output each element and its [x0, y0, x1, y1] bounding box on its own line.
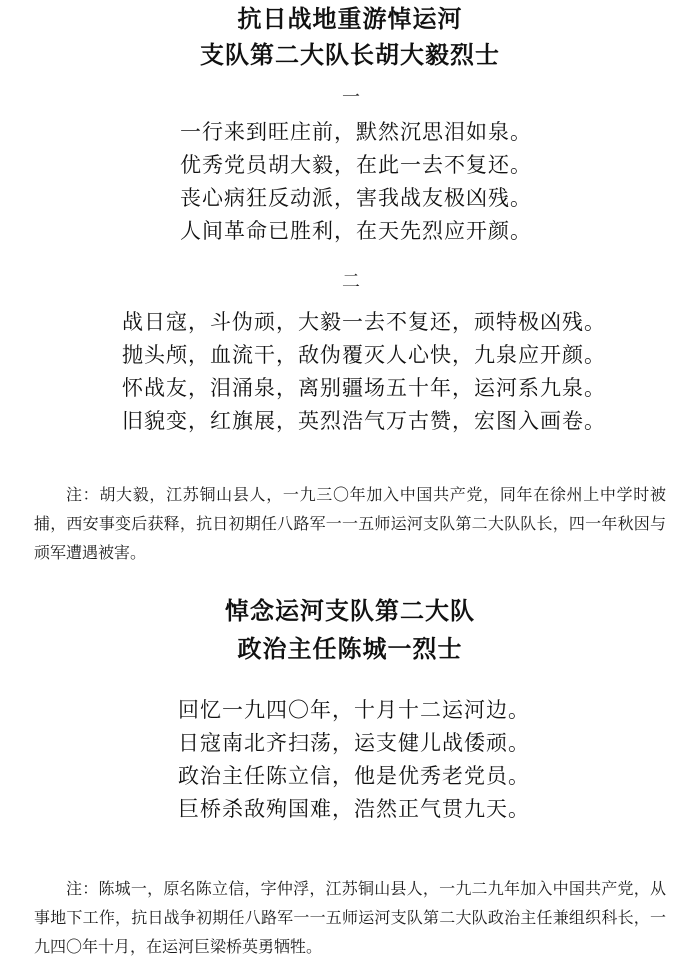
poem1-part1-line: 一行来到旺庄前，默然沉思泪如泉。: [180, 120, 532, 144]
poem1-part1: [180, 116, 532, 248]
poem1-part1-line: 优秀党员胡大毅，在此一去不复还。: [180, 153, 532, 177]
poem2-line: 回忆一九四〇年，十月十二运河边。: [178, 698, 530, 722]
poem1-part2: [122, 306, 606, 438]
poem1-note: 注：胡大毅，江苏铜山县人，一九三〇年加入中国共产党，同年在徐州上中学时被捕，西安事变后获释，抗日初期任八路军一一五师运河支队第二大队队长，四一年秋因与顽军遭遇被害。: [34, 485, 666, 562]
poem2-line: 巨桥杀敌殉国难，浩然正气贯九天。: [178, 797, 530, 821]
poem1-part1-line: 人间革命已胜利，在天先烈应开颜。: [180, 219, 532, 243]
poem1-part2-line: 怀战友，泪涌泉，离别疆场五十年，运河系九泉。: [122, 376, 606, 400]
poem2-line: 日寇南北齐扫荡，运支健儿战倭顽。: [178, 731, 530, 755]
poem1-part2-marker: 二: [342, 271, 360, 292]
poem1-title-line1: 抗日战地重游悼运河: [237, 5, 463, 33]
poem2-body: [178, 694, 530, 826]
poem2-title-line1: 悼念运河支队第二大队: [225, 597, 475, 625]
poem1-part2-line: 抛头颅，血流干，敌伪覆灭人心快，九泉应开颜。: [122, 343, 606, 367]
poem1-part1-line: 丧心病狂反动派，害我战友极凶残。: [180, 186, 532, 210]
poem2-line: 政治主任陈立信，他是优秀老党员。: [178, 764, 530, 788]
poem1-part2-line: 旧貌变，红旗展，英烈浩气万古赞，宏图入画卷。: [122, 409, 606, 433]
poem1-part1-marker: 一: [342, 87, 360, 108]
poem2-note: 注：陈城一，原名陈立信，字仲浮，江苏铜山县人，一九二九年加入中国共产党，从事地下工作，抗日战争初期任八路军一一五师运河支队第二大队政治主任兼组织科长，一九四〇年十月，在运河巨梁桥英勇牺牲。: [34, 879, 666, 956]
poem1-title-line2: 支队第二大队长胡大毅烈士: [200, 41, 500, 69]
poem2-title-line2: 政治主任陈城一烈士: [237, 635, 463, 663]
poem1-part2-line: 战日寇，斗伪顽，大毅一去不复还，顽特极凶残。: [122, 310, 606, 334]
